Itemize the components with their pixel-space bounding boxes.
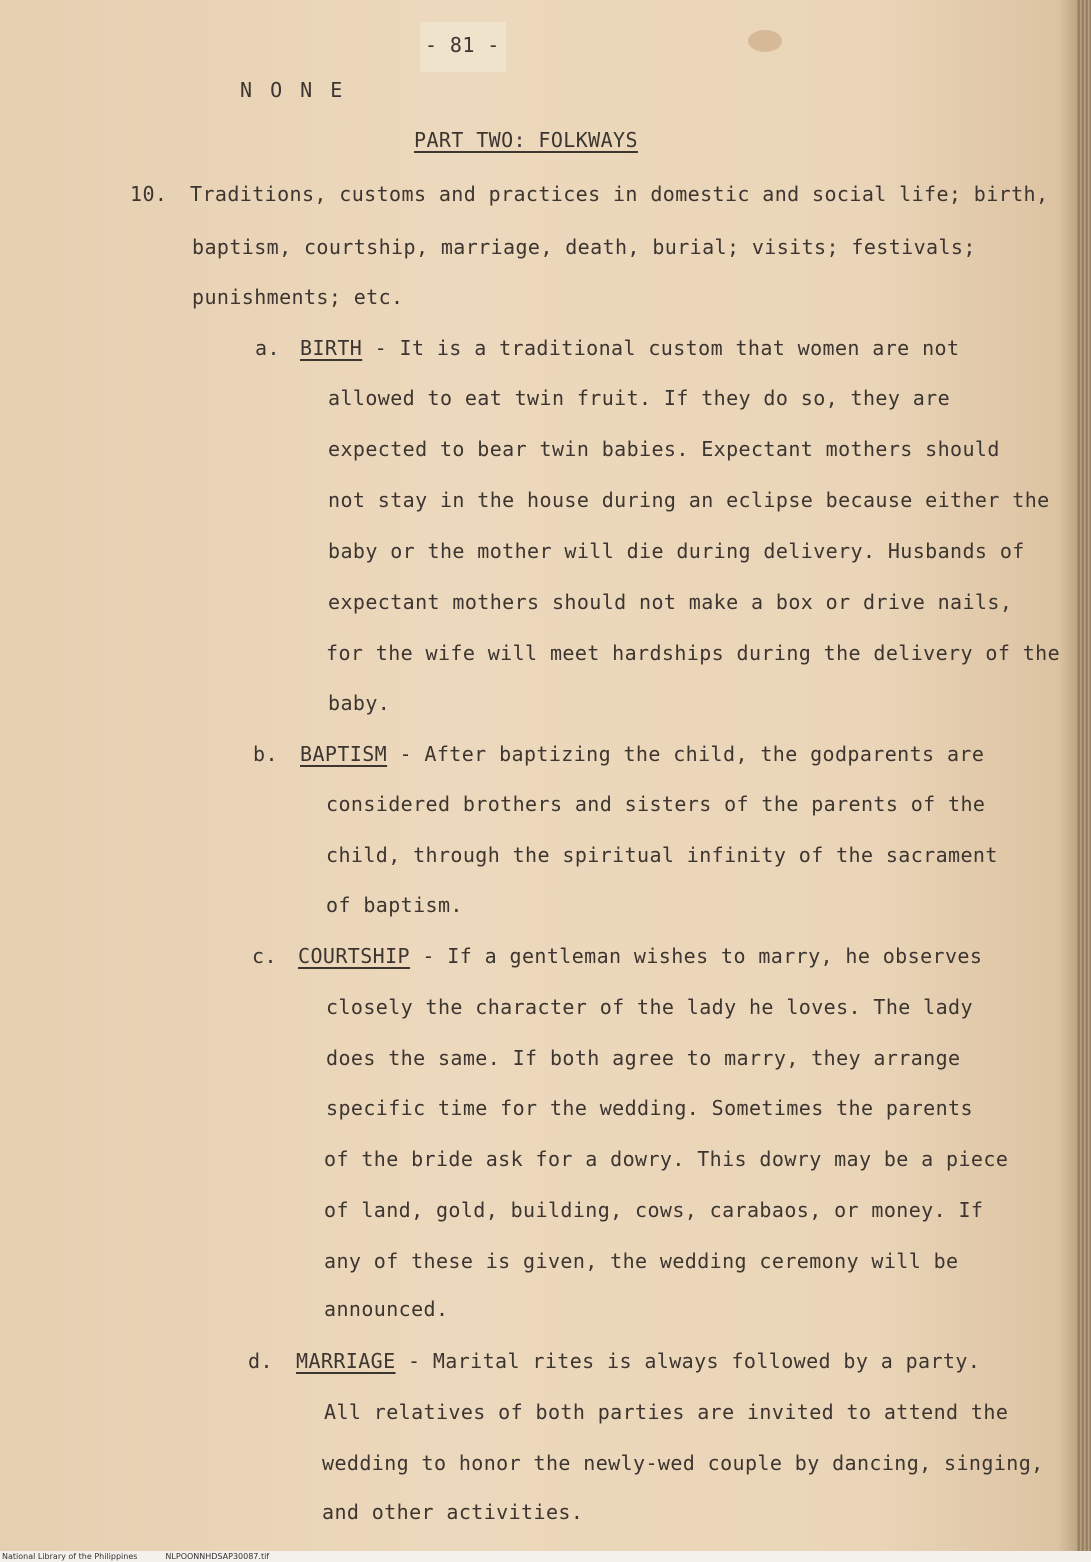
item-line: allowed to eat twin fruit. If they do so, they are bbox=[328, 386, 951, 410]
item-term: BAPTISM bbox=[300, 742, 388, 766]
item-first-line: - Marital rites is always followed by a party. bbox=[395, 1349, 981, 1373]
item-letter: b. bbox=[253, 742, 278, 766]
item-letter: a. bbox=[255, 336, 280, 360]
item-first-line: - After baptizing the child, the godparents are bbox=[387, 742, 985, 766]
item-line: expected to bear twin babies. Expectant mothers should bbox=[328, 437, 1000, 461]
item-line: does the same. If both agree to marry, they arrange bbox=[326, 1046, 961, 1070]
item-line: baby or the mother will die during delivery. Husbands of bbox=[328, 539, 1025, 563]
item-10-number: 10. bbox=[130, 182, 168, 206]
item-line: child, through the spiritual infinity of the sacrament bbox=[326, 843, 998, 867]
item-heading bbox=[296, 1349, 980, 1373]
item-term: BIRTH bbox=[300, 336, 363, 360]
item-line: of land, gold, building, cows, carabaos, or money. If bbox=[324, 1198, 984, 1222]
item-heading bbox=[300, 336, 959, 360]
paper-stain bbox=[748, 30, 782, 52]
item-line: wedding to honor the newly-wed couple by dancing, singing, bbox=[322, 1451, 1044, 1475]
footer-source: National Library of the Philippines bbox=[2, 1552, 138, 1561]
item-term: COURTSHIP bbox=[298, 944, 410, 968]
footer-filename: NLPOONNHDSAP30087.tif bbox=[165, 1552, 270, 1561]
item-line: and other activities. bbox=[322, 1500, 584, 1524]
item-line: of baptism. bbox=[326, 893, 463, 917]
item-10-line: punishments; etc. bbox=[192, 285, 404, 309]
item-line: considered brothers and sisters of the parents of the bbox=[326, 792, 986, 816]
item-letter: d. bbox=[248, 1349, 273, 1373]
item-line: of the bride ask for a dowry. This dowry may be a piece bbox=[324, 1147, 1009, 1171]
item-first-line: - It is a traditional custom that women are not bbox=[362, 336, 960, 360]
item-10-line: Traditions, customs and practices in domestic and social life; birth, bbox=[190, 182, 1049, 206]
item-line: closely the character of the lady he loves. The lady bbox=[326, 995, 973, 1019]
item-line: not stay in the house during an eclipse because either the bbox=[328, 488, 1050, 512]
page-number: - 81 - bbox=[425, 33, 500, 57]
item-10-line: baptism, courtship, marriage, death, burial; visits; festivals; bbox=[192, 235, 976, 259]
item-line: for the wife will meet hardships during the delivery of the bbox=[326, 641, 1061, 665]
item-line: baby. bbox=[328, 691, 391, 715]
item-line: All relatives of both parties are invited to attend the bbox=[324, 1400, 1009, 1424]
item-term: MARRIAGE bbox=[296, 1349, 396, 1373]
binding-edge bbox=[1077, 0, 1091, 1562]
item-line: any of these is given, the wedding ceremony will be bbox=[324, 1249, 959, 1273]
item-heading bbox=[300, 742, 984, 766]
item-letter: c. bbox=[252, 944, 277, 968]
item-line: announced. bbox=[324, 1297, 449, 1321]
item-line: specific time for the wedding. Sometimes the parents bbox=[326, 1096, 973, 1120]
item-first-line: - If a gentleman wishes to marry, he observes bbox=[409, 944, 983, 968]
item-heading bbox=[298, 944, 982, 968]
item-line: expectant mothers should not make a box or drive nails, bbox=[328, 590, 1013, 614]
header-word: N O N E bbox=[240, 78, 346, 102]
scan-footer bbox=[0, 1551, 1091, 1562]
section-title: PART TWO: FOLKWAYS bbox=[414, 128, 638, 152]
